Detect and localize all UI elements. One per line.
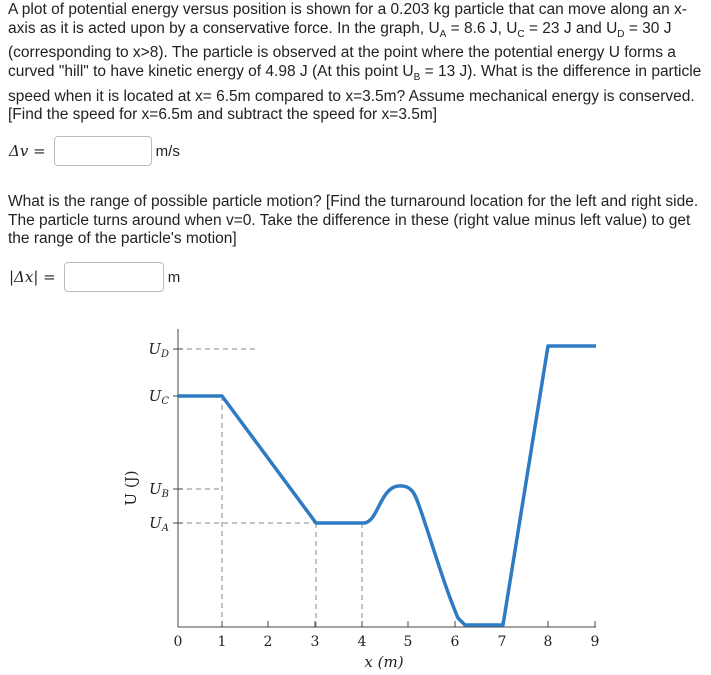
question-2-text: What is the range of possible particle motion? [Find the turnaround location for the left and right side. The particle turns around when v=0. Take the difference in these (right value minus left value) to get the range of the particle's motion]	[8, 193, 699, 248]
question-1-text: A plot of potential energy versus position is shown for a 0.203 kg particle that can move along an x-axis as it is acted upon by a conservative force. In the graph, $U_A = 8.6$ J, $U_C = 23$ J and $U_D = 30$ J (corresponding to x>8). The particle is observed at the point where the potential energy U forms a curved "hill" to have kinetic energy of 4.98 J (At this point $U_B = 13$ J). What is the difference in particle speed when it is located at x= 6.5m compared to x=3.5m? Assume mechanical energy is conserved. [Find the speed for x=6.5m and subtract the speed for x=3.5m]	[8, 1, 702, 124]
x-tick-label-7: 7	[497, 634, 507, 650]
x-axis-label: x (m)	[364, 653, 404, 671]
x-tick-label-9: 9	[590, 634, 600, 650]
uc-label: $U_C$	[148, 387, 169, 407]
potential-energy-graph	[0, 300, 711, 675]
x-tick-label-4: 4	[357, 634, 367, 650]
y-axis-label: U (J)	[122, 470, 140, 506]
ud-label: $U_D$	[148, 340, 169, 360]
x-tick-label-1: 1	[217, 634, 227, 650]
ub-label: $U_B$	[148, 480, 169, 500]
x-tick-label-2: 2	[263, 634, 273, 650]
axes	[173, 329, 596, 627]
x-tick-label-6: 6	[450, 634, 460, 650]
ua-label: $U_A$	[149, 514, 169, 534]
delta-v-unit: m/s	[155, 142, 180, 160]
answer-row-delta-x	[9, 262, 180, 292]
delta-v-label: Δv =	[9, 142, 46, 160]
guide-lines	[178, 349, 362, 627]
potential-energy-curve	[178, 346, 596, 625]
answer-row-delta-v	[9, 136, 180, 166]
x-tick-label-0: 0	[173, 634, 183, 650]
delta-x-unit: m	[167, 268, 181, 286]
x-tick-label-8: 8	[543, 634, 553, 650]
x-tick-label-5: 5	[403, 634, 413, 650]
delta-x-input[interactable]	[64, 262, 164, 292]
delta-v-input[interactable]	[54, 136, 152, 166]
x-tick-label-3: 3	[310, 634, 320, 650]
delta-x-label: |Δx| =	[9, 268, 56, 286]
